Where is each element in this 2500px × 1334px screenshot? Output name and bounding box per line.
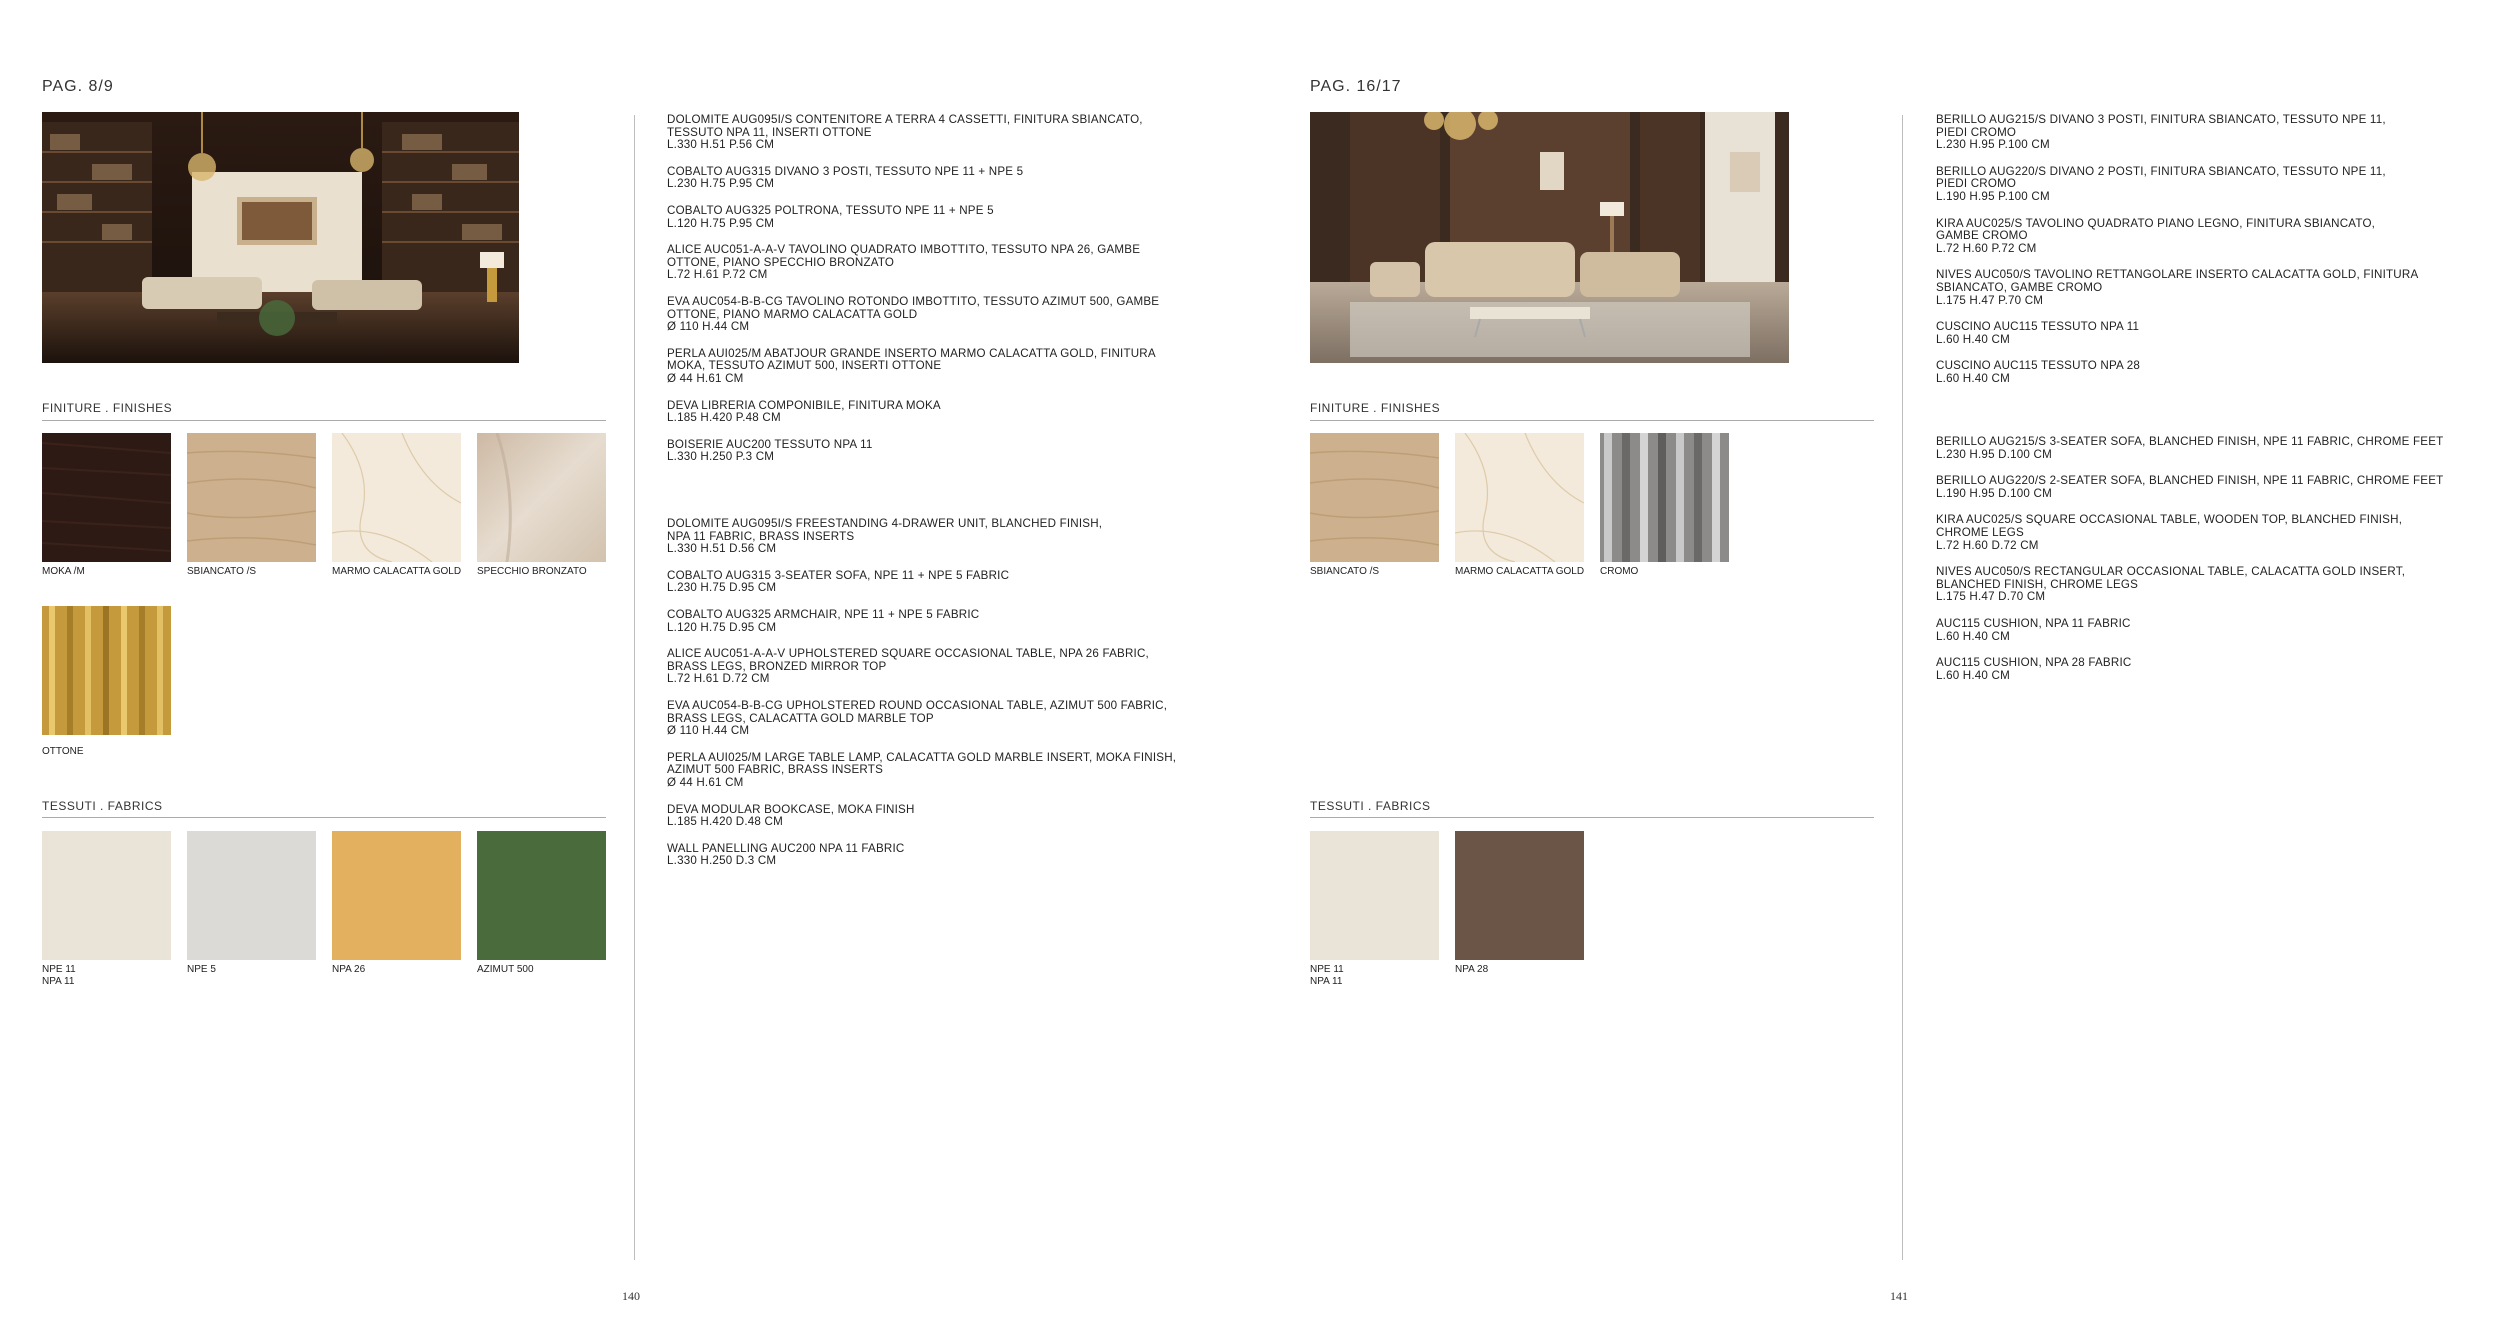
swatch-label-moka: MOKA /M — [42, 566, 85, 577]
right-interior-photo — [1310, 112, 1789, 363]
left-items-italian — [667, 114, 1227, 478]
swatch-label-marmo-calacatta: MARMO CALACATTA GOLD — [332, 566, 462, 577]
right-page-reference: PAG. 16/17 — [1310, 78, 1402, 95]
left-finishes-title: FINITURE . FINISHES — [42, 401, 173, 415]
swatch-ottone — [42, 606, 171, 735]
left-fabrics-title: TESSUTI . FABRICS — [42, 799, 163, 813]
item-en: BERILLO AUG220/S 2-SEATER SOFA, BLANCHED FINISH, NPE 11 FABRIC, CHROME FEET L.190 H.95 D.100 CM — [1936, 474, 2444, 500]
item-en: DOLOMITE AUG095I/S FREESTANDING 4-DRAWER UNIT, BLANCHED FINISH, NPA 11 FABRIC, BRASS INSERTS L.330 H.51 D.56 CM — [667, 517, 1103, 556]
item-en: WALL PANELLING AUC200 NPA 11 FABRIC L.330 H.250 D.3 CM — [667, 841, 905, 868]
swatch-marmo-calacatta — [332, 433, 461, 562]
item-en: KIRA AUC025/S SQUARE OCCASIONAL TABLE, WOODEN TOP, BLANCHED FINISH, CHROME LEGS L.72 H.60 D.72 CM — [1936, 513, 2403, 552]
item-en: COBALTO AUG325 ARMCHAIR, NPE 11 + NPE 5 FABRIC L.120 H.75 D.95 CM — [667, 607, 980, 634]
left-finishes-divider — [42, 420, 606, 421]
item-it: CUSCINO AUC115 TESSUTO NPA 11 L.60 H.40 CM — [1936, 320, 2140, 346]
fabric-label-azimut500: AZIMUT 500 — [477, 964, 534, 975]
fabric-swatch-npe5 — [187, 831, 316, 960]
swatch-label-specchio-bronzato: SPECCHIO BRONZATO — [477, 566, 587, 577]
item-it: COBALTO AUG325 POLTRONA, TESSUTO NPE 11 + NPE 5 L.120 H.75 P.95 CM — [667, 203, 994, 230]
right-finishes-divider — [1310, 420, 1874, 421]
item-en: NIVES AUC050/S RECTANGULAR OCCASIONAL TABLE, CALACATTA GOLD INSERT, BLANCHED FINISH, CHROME LEGS L.175 H.47 D.70 CM — [1936, 565, 2406, 604]
left-page-reference: PAG. 8/9 — [42, 78, 114, 95]
fabric-swatch-npa26 — [332, 831, 461, 960]
fabric-label-npe5: NPE 5 — [187, 964, 216, 975]
fabric-label-npa26: NPA 26 — [332, 964, 366, 975]
right-items-english — [1936, 436, 2476, 696]
right-finishes-title: FINITURE . FINISHES — [1310, 401, 1441, 415]
item-it: PERLA AUI025/M ABATJOUR GRANDE INSERTO MARMO CALACATTA GOLD, FINITURA MOKA, TESSUTO AZIMUT 500, INSERTI OTTONE Ø 44 H.61 CM — [667, 346, 1156, 385]
fabric-label-npe11: NPE 11 NPA 11 — [42, 964, 76, 987]
left-column-divider — [634, 115, 635, 1260]
item-en: AUC115 CUSHION, NPA 28 FABRIC L.60 H.40 CM — [1936, 656, 2132, 682]
right-fabrics-divider — [1310, 817, 1874, 818]
item-en: COBALTO AUG315 3-SEATER SOFA, NPE 11 + NPE 5 FABRIC L.230 H.75 D.95 CM — [667, 568, 1010, 595]
item-it: BOISERIE AUC200 TESSUTO NPA 11 L.330 H.250 P.3 CM — [667, 437, 873, 464]
item-it: ALICE AUC051-A-A-V TAVOLINO QUADRATO IMBOTTITO, TESSUTO NPA 26, GAMBE OTTONE, PIANO SPECCHIO BRONZATO L.72 H.61 P.72 CM — [667, 243, 1141, 282]
left-fabrics-divider — [42, 817, 606, 818]
swatch-marmo-calacatta — [1455, 433, 1584, 562]
swatch-sbiancato — [1310, 433, 1439, 562]
item-it: EVA AUC054-B-B-CG TAVOLINO ROTONDO IMBOTTITO, TESSUTO AZIMUT 500, GAMBE OTTONE, PIANO MARMO CALACATTA GOLD Ø 110 H.44 CM — [667, 294, 1160, 334]
item-it: DEVA LIBRERIA COMPONIBILE, FINITURA MOKA L.185 H.420 P.48 CM — [667, 398, 941, 425]
item-it: BERILLO AUG215/S DIVANO 3 POSTI, FINITURA SBIANCATO, TESSUTO NPE 11, PIEDI CROMO L.230 H.95 P.100 CM — [1936, 113, 2386, 152]
item-it: NIVES AUC050/S TAVOLINO RETTANGOLARE INSERTO CALACATTA GOLD, FINITURA SBIANCATO, GAMBE CROMO L.175 H.47 P.70 CM — [1936, 268, 2419, 307]
fabric-swatch-azimut500 — [477, 831, 606, 960]
swatch-cromo — [1600, 433, 1729, 562]
item-en: AUC115 CUSHION, NPA 11 FABRIC L.60 H.40 CM — [1936, 616, 2131, 643]
swatch-label-sbiancato: SBIANCATO /S — [1310, 566, 1380, 577]
swatch-specchio-bronzato — [477, 433, 606, 562]
fabric-label-npa28: NPA 28 — [1455, 964, 1489, 975]
left-interior-photo — [42, 112, 519, 363]
right-fabrics-title: TESSUTI . FABRICS — [1310, 799, 1431, 813]
swatch-label-cromo: CROMO — [1600, 566, 1639, 577]
item-en: BERILLO AUG215/S 3-SEATER SOFA, BLANCHED FINISH, NPE 11 FABRIC, CHROME FEET L.230 H.95 D.100 CM — [1936, 435, 2444, 461]
item-en: PERLA AUI025/M LARGE TABLE LAMP, CALACATTA GOLD MARBLE INSERT, MOKA FINISH, AZIMUT 500 FABRIC, BRASS INSERTS Ø 44 H.61 CM — [667, 750, 1177, 789]
swatch-label-marmo-calacatta: MARMO CALACATTA GOLD — [1455, 566, 1585, 577]
item-it: DOLOMITE AUG095I/S CONTENITORE A TERRA 4 CASSETTI, FINITURA SBIANCATO, TESSUTO NPA 11, INSERTI OTTONE L.330 H.51 P.56 CM — [667, 113, 1143, 152]
item-en: EVA AUC054-B-B-CG UPHOLSTERED ROUND OCCASIONAL TABLE, AZIMUT 500 FABRIC, BRASS LEGS, CALACATTA GOLD MARBLE TOP Ø 110 H.44 CM — [667, 698, 1168, 738]
right-items-italian — [1936, 114, 2476, 400]
swatch-moka — [42, 433, 171, 562]
item-it: KIRA AUC025/S TAVOLINO QUADRATO PIANO LEGNO, FINITURA SBIANCATO, GAMBE CROMO L.72 H.60 P.72 CM — [1936, 216, 2376, 255]
item-it: CUSCINO AUC115 TESSUTO NPA 28 L.60 H.40 CM — [1936, 359, 2141, 385]
swatch-sbiancato — [187, 433, 316, 562]
swatch-label-sbiancato: SBIANCATO /S — [187, 566, 257, 577]
fabric-swatch-npa28 — [1455, 831, 1584, 960]
item-en: DEVA MODULAR BOOKCASE, MOKA FINISH L.185 H.420 D.48 CM — [667, 802, 915, 829]
fabric-swatch-npe11 — [42, 831, 171, 960]
right-page-number: 141 — [1890, 1289, 1908, 1303]
fabric-label-npe11: NPE 11 NPA 11 — [1310, 964, 1344, 987]
item-it: COBALTO AUG315 DIVANO 3 POSTI, TESSUTO NPE 11 + NPE 5 L.230 H.75 P.95 CM — [667, 164, 1024, 191]
left-page-number: 140 — [622, 1289, 640, 1303]
right-column-divider — [1902, 115, 1903, 1260]
item-en: ALICE AUC051-A-A-V UPHOLSTERED SQUARE OCCASIONAL TABLE, NPA 26 FABRIC, BRASS LEGS, BRONZED MIRROR TOP L.72 H.61 D.72 CM — [667, 647, 1149, 686]
item-it: BERILLO AUG220/S DIVANO 2 POSTI, FINITURA SBIANCATO, TESSUTO NPE 11, PIEDI CROMO L.190 H.95 P.100 CM — [1936, 164, 2386, 203]
left-items-english — [667, 518, 1227, 882]
swatch-label-ottone: OTTONE — [42, 746, 84, 757]
fabric-swatch-npe11 — [1310, 831, 1439, 960]
